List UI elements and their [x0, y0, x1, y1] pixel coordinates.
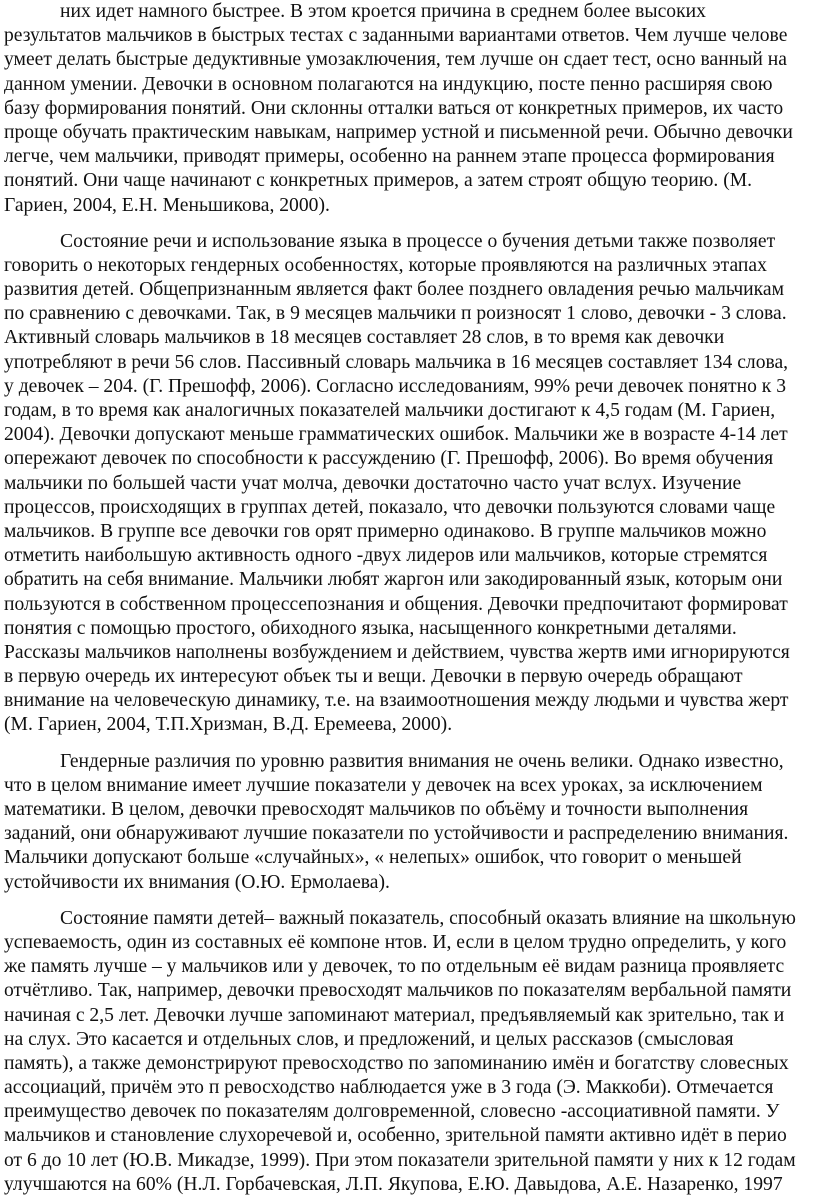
text-line: Мальчики допускают больше «случайных», « нелепых» ошибок, что говорит о меньшей [4, 847, 742, 869]
text-line: отчётливо. Так, например, девочки превосходят мальчиков по показателям вербальной памяти [4, 980, 792, 1002]
text-line: них идет намного быстрее. В этом кроется причина в среднем более высоких [60, 1, 706, 22]
text-line: легче, чем мальчики, приводят примеры, особенно на раннем этапе процесса формирования [4, 146, 775, 168]
text-line: по сравнению с девочками. Так, в 9 месяцев мальчики п роизносят 1 слово, девочки - 3 слова. [4, 303, 787, 325]
text-line: умеет делать быстрые дедуктивные умозаключения, тем лучше он сдает тест, осно ванный на [4, 49, 787, 71]
text-line: мальчиков. В группе все девочки гов орят примерно одинаково. В группе мальчиков можно [4, 520, 767, 542]
text-line: говорить о некоторых гендерных особенностях, которые проявляются на различных этапах [4, 254, 767, 276]
text-line: употребляют в речи 56 слов. Пассивный словарь мальчика в 16 месяцев составляет 134 слова, [4, 351, 789, 373]
text-line: Активный словарь мальчиков в 18 месяцев составляет 28 слов, в то время как девочки [4, 327, 725, 349]
text-line: заданий, они обнаруживают лучшие показатели по устойчивости и распределению внимания. [4, 823, 789, 845]
text-line: Состояние речи и использование языка в процессе о бучения детьми также позволяет [60, 230, 776, 252]
text-line: мальчики по большей части учат молча, девочки достаточно часто учат вслух. Изучение [4, 472, 742, 494]
text-line: что в целом внимание имеет лучшие показатели у девочек на всех уроках, за исключением [4, 774, 763, 796]
paragraph-attention [4, 750, 816, 895]
paragraph-gap [4, 738, 816, 750]
text-line: Гариен, 2004, Е.Н. Меньшикова, 2000). [4, 194, 330, 216]
text-line: на слух. Это касается и отдельных слов, и предложений, и целых рассказов (смысловая [4, 1028, 734, 1050]
text-line: мальчиков и становление слухоречевой и, особенно, зрительной памяти активно идёт в перио [4, 1125, 787, 1147]
text-line: развития детей. Общепризнанным является факт более позднего овладения речью мальчикам [4, 279, 784, 301]
text-line: 2004). Девочки допускают меньше грамматических ошибок. Мальчики же в возрасте 4-14 лет [4, 424, 788, 446]
text-line: в первую очередь их интересуют объек ты и вещи. Девочки в первую очередь обращают [4, 666, 743, 688]
text-line: Рассказы мальчиков наполнены возбуждением и действием, чувства жертв ими игнорируются [4, 641, 790, 663]
text-line: пользуются в собственном процессепознания и общения. Девочки предпочитают формироват [4, 593, 788, 615]
text-line: годам, в то время как аналогичных показателей мальчики достигают к 4,5 годам (М. Гариен, [4, 400, 776, 421]
text-line: память), а также демонстрируют превосходство по запоминанию имён и богатству словесных [4, 1052, 789, 1074]
paragraph-gap [4, 895, 816, 907]
text-line: процессов, происходящих в группах детей, показало, что девочки пользуются словами чаще [4, 496, 776, 518]
text-line: у девочек – 204. (Г. Прешофф, 2006). Согласно исследованиям, 99% речи девочек понятно к 3 [4, 375, 786, 397]
text-line: же память лучше – у мальчиков или у девочек, то по отдельным её видам разница проявляетс [4, 956, 785, 978]
paragraph-speech [4, 230, 816, 738]
text-line: внимание на человеческую динамику, т.е. на взаимоотношения между людьми и чувства жерт [4, 690, 789, 712]
text-line: успеваемость, один из составных её компоне нтов. И, если в целом трудно определить, у кого [4, 931, 787, 953]
text-line: базу формирования понятий. Они склонны отталки ваться от конкретных примеров, их часто [4, 97, 784, 119]
text-line: устойчивости их внимания (О.Ю. Ермолаева). [4, 871, 390, 893]
paragraph-memory [4, 907, 816, 1197]
text-line: данном умении. Девочки в основном полагаются на индукцию, посте пенно расширяя свою [4, 73, 773, 95]
text-line: результатов мальчиков в быстрых тестах с заданными вариантами ответов. Чем лучше челове [4, 25, 788, 47]
text-line: начиная с 2,5 лет. Девочки лучше запоминают материал, предъявляемый как зрительно, так и [4, 1004, 785, 1026]
text-line: отметить наибольшую активность одного -двух лидеров или мальчиков, которые стремятся [4, 545, 768, 567]
text-line: ассоциаций, причём это п ревосходство наблюдается уже в 3 года (Э. Маккоби). Отмечается [4, 1077, 774, 1099]
text-line: от 6 до 10 лет (Ю.В. Микадзе, 1999). При этом показатели зрительной памяти у них к 12 годам [4, 1149, 796, 1171]
text-line: преимущество девочек по показателям долговременной, словесно -ассоциативной памяти. У [4, 1101, 780, 1123]
text-line: обратить на себя внимание. Мальчики любят жаргон или закодированный язык, которым они [4, 569, 783, 591]
text-line: понятий. Они чаще начинают с конкретных примеров, а затем строят общую теорию. (М. [4, 170, 753, 192]
text-line: понятия с помощью простого, обиходного языка, насыщенного конкретными деталями. [4, 617, 737, 639]
text-line: математики. В целом, девочки превосходят мальчиков по объёму и точности выполнения [4, 799, 749, 820]
text-line: Гендерные различия по уровню развития внимания не очень велики. Однако известно, [60, 750, 784, 772]
text-line: (М. Гариен, 2004, Т.П.Хризман, В.Д. Еремеева, 2000). [4, 714, 453, 736]
paragraph-gender-thinking [4, 0, 816, 218]
text-line: опережают девочек по способности к рассуждению (Г. Прешофф, 2006). Во время обучения [4, 448, 774, 470]
text-line: Состояние памяти детей– важный показатель, способный оказать влияние на школьную [60, 907, 796, 929]
paragraph-gap [4, 218, 816, 230]
text-line: улучшаются на 60% (Н.Л. Горбачевская, Л.П. Якупова, Е.Ю. Давыдова, А.Е. Назаренко, 1997 [4, 1173, 783, 1195]
text-line: проще обучать практическим навыкам, например устной и письменной речи. Обычно девочки [4, 121, 793, 143]
